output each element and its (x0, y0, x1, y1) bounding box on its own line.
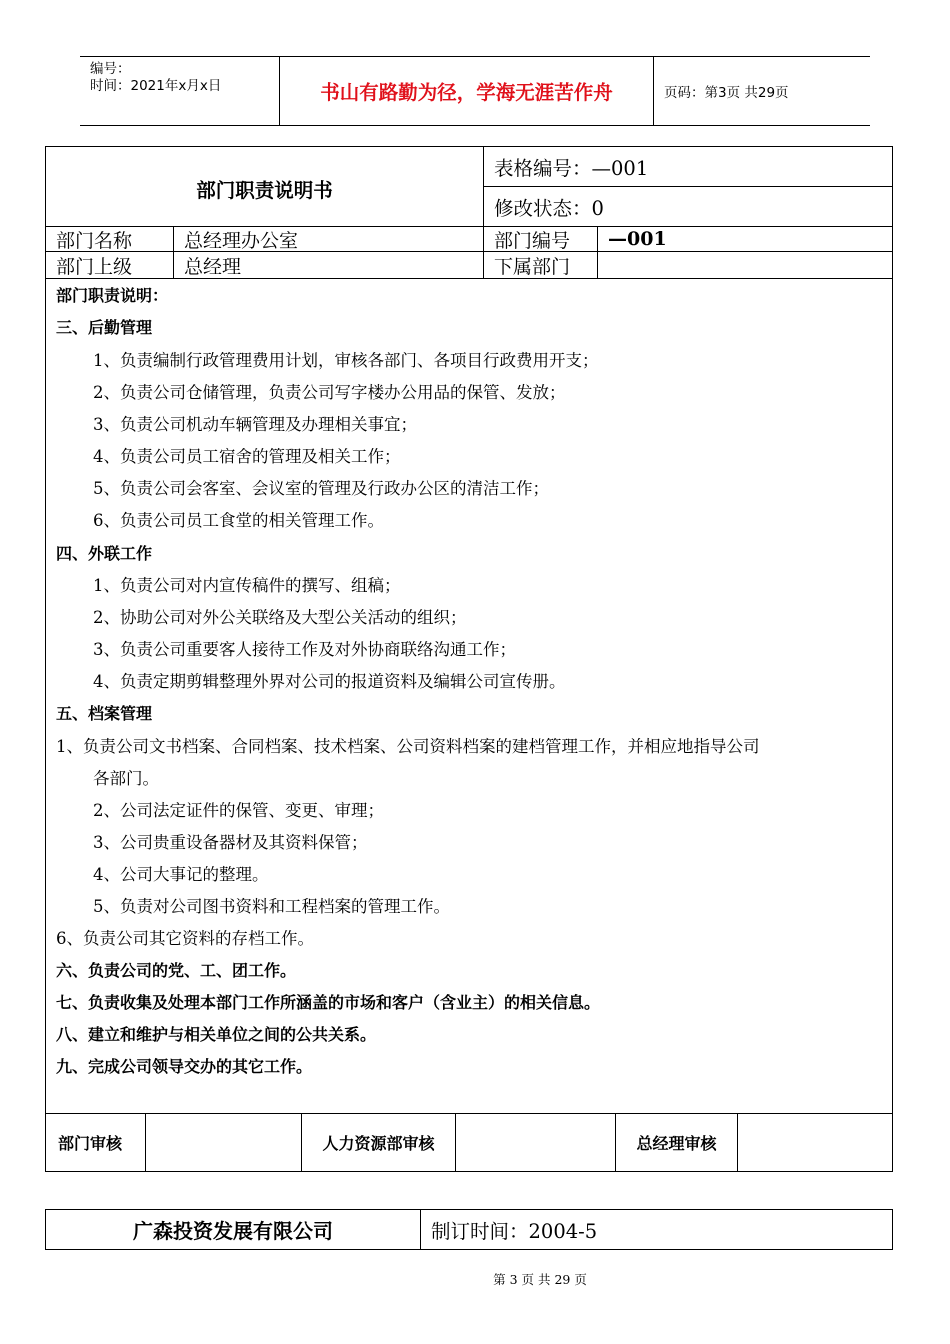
duty-form (45, 146, 893, 1172)
gm-review-field[interactable] (738, 1113, 892, 1171)
superior-value: 总经理 (174, 252, 484, 278)
dept-review-field[interactable] (146, 1113, 302, 1171)
section-heading: 三、后勤管理 (56, 318, 153, 337)
duty-item: 6、负责公司员工食堂的相关管理工作。 (93, 511, 384, 530)
section-heading: 四、外联工作 (56, 544, 153, 563)
form-code: 表格编号：—001 (484, 147, 892, 187)
content-heading: 部门职责说明： (56, 286, 169, 305)
duty-item: 4、公司大事记的整理。 (93, 865, 269, 884)
form-revision: 修改状态：0 (494, 196, 604, 220)
duty-item-continued: 各部门。 (93, 769, 159, 788)
duty-item: 3、负责公司机动车辆管理及办理相关事宜； (93, 415, 417, 434)
section-heading: 七、负责收集及处理本部门工作所涵盖的市场和客户（含业主）的相关信息。 (56, 993, 601, 1012)
duty-item: 4、负责公司员工宿舍的管理及相关工作； (93, 447, 401, 466)
duty-item: 2、协助公司对外公关联络及大型公关活动的组织； (93, 608, 467, 627)
duty-item: 3、公司贵重设备器材及其资料保管； (93, 833, 368, 852)
duty-item: 1、负责编制行政管理费用计划，审核各部门、各项目行政费用开支； (93, 351, 599, 370)
dept-review-label: 部门审核 (46, 1113, 146, 1171)
company-name: 广森投资发展有限公司 (46, 1210, 421, 1249)
page-number: 第 3 页 共 29 页 (493, 1272, 587, 1287)
duty-item: 5、负责对公司图书资料和工程档案的管理工作。 (93, 897, 450, 916)
form-dept-row (46, 227, 892, 252)
duty-item: 3、负责公司重要客人接待工作及对外协商联络沟通工作； (93, 640, 516, 659)
section-heading: 六、负责公司的党、工、团工作。 (56, 961, 297, 980)
superior-label: 部门上级 (46, 252, 174, 278)
duty-item: 4、负责定期剪辑整理外界对公司的报道资料及编辑公司宣传册。 (93, 672, 566, 691)
form-title-row (46, 147, 892, 227)
subordinate-label: 下属部门 (484, 252, 598, 278)
duty-item: 2、公司法定证件的保管、变更、审理； (93, 801, 384, 820)
form-superior-row (46, 252, 892, 279)
duty-item: 6、负责公司其它资料的存档工作。 (56, 929, 314, 948)
doc-time: 时间：2021年x月x日 (90, 78, 222, 94)
header-meta (80, 57, 280, 125)
gm-review-label: 总经理审核 (616, 1113, 738, 1171)
page-header (80, 56, 870, 126)
header-page-info: 页码：第3页 共29页 (664, 85, 789, 101)
duty-item: 1、负责公司文书档案、合同档案、技术档案、公司资料档案的建档管理工作，并相应地指导公司 (56, 737, 760, 756)
duty-item: 2、负责公司仓储管理，负责公司写字楼办公用品的保管、发放； (93, 383, 566, 402)
duty-item: 5、负责公司会客室、会议室的管理及行政办公区的清洁工作； (93, 479, 549, 498)
hr-review-label: 人力资源部审核 (302, 1113, 456, 1171)
section-heading: 八、建立和维护与相关单位之间的公共关系。 (56, 1025, 377, 1044)
approval-row (46, 1113, 892, 1171)
dept-code-label: 部门编号 (484, 227, 598, 251)
section-heading: 九、完成公司领导交办的其它工作。 (56, 1057, 313, 1076)
subordinate-value (598, 252, 892, 278)
duty-item: 1、负责公司对内宣传稿件的撰写、组稿； (93, 576, 401, 595)
section-heading: 五、档案管理 (56, 704, 153, 723)
hr-review-field[interactable] (456, 1113, 616, 1171)
company-box (45, 1209, 893, 1250)
duty-content (46, 279, 892, 1114)
header-motto: 书山有路勤为径，学海无涯苦作舟 (280, 57, 654, 125)
form-title: 部门职责说明书 (46, 147, 484, 226)
revision-date: 制订时间：2004-5 (431, 1219, 598, 1243)
dept-name-value: 总经理办公室 (174, 227, 484, 251)
dept-name-label: 部门名称 (46, 227, 174, 251)
doc-number-label: 编号： (90, 61, 131, 77)
dept-code-value: —001 (608, 228, 667, 250)
